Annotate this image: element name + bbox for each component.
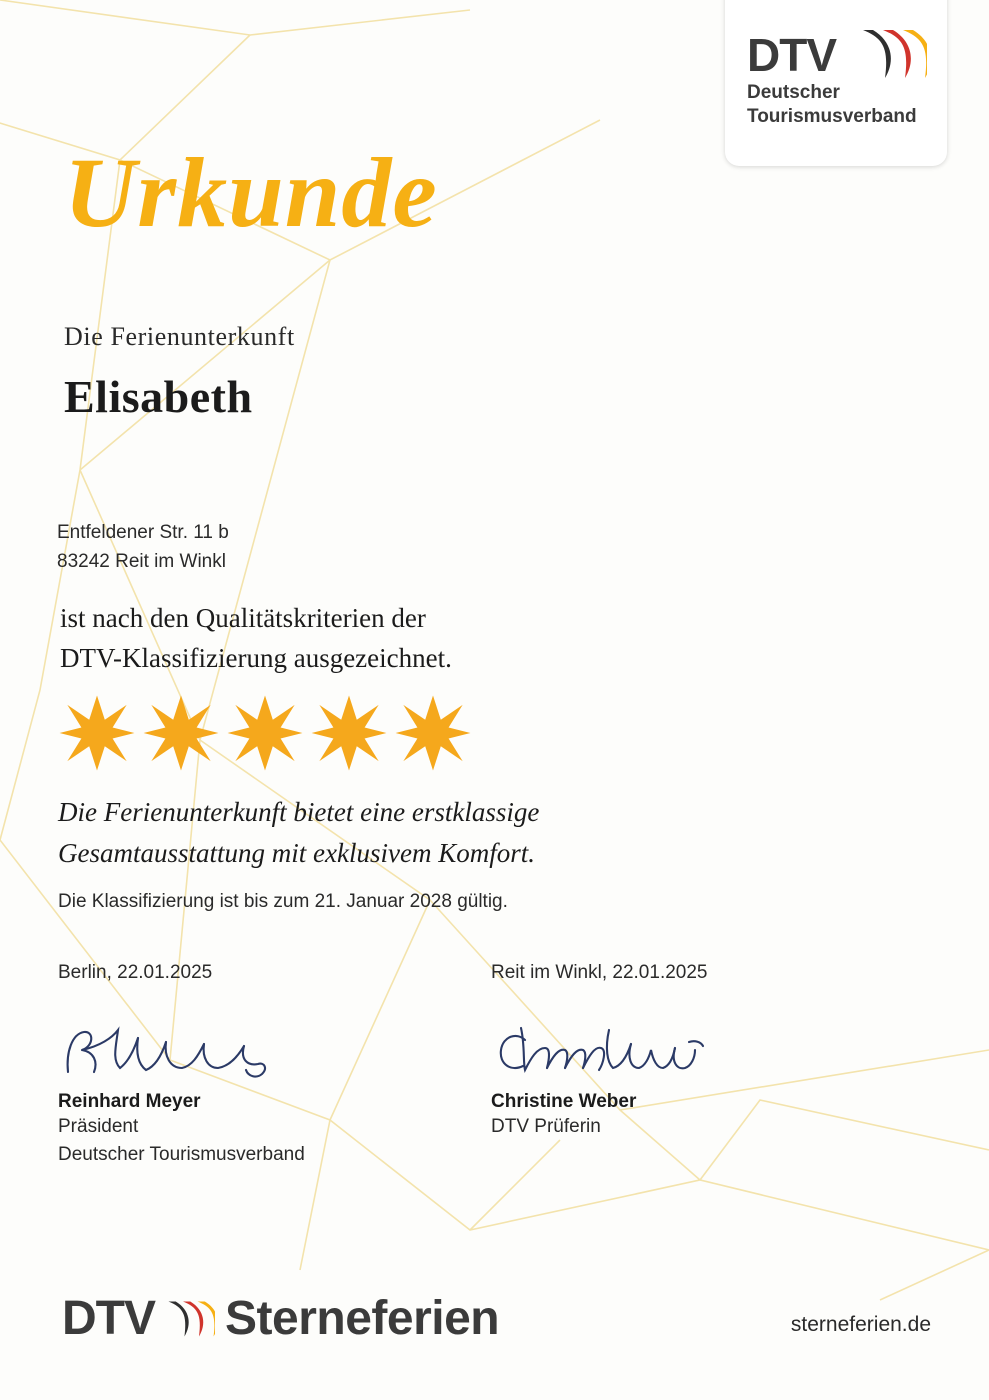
chevron-logo-icon [167,1297,215,1341]
signatory-role-line-one: Präsident [58,1116,139,1137]
property-name: Elisabeth [64,371,253,422]
certification-statement [60,598,452,678]
star-icon [310,694,388,772]
description-line-two: Gesamtausstattung mit exklusivem Komfort. [58,838,535,868]
signatory-name: Christine Weber [491,1091,637,1112]
handwritten-signature-icon [491,1022,706,1084]
star-rating [58,694,472,772]
kicker-text: Die Ferienunterkunft [64,322,295,351]
star-icon [58,694,136,772]
address-street: Entfeldener Str. 11 b [57,522,229,543]
footer-url: sterneferien.de [790,1313,931,1336]
star-icon [142,694,220,772]
badge-dtv-abbr: DTV [747,29,836,81]
validity-text: Die Klassifizierung ist bis zum 21. Januar 2028 gültig. [58,891,508,912]
page-title: Urkunde [64,137,438,248]
star-icon [394,694,472,772]
signature-place-date: Reit im Winkl, 22.01.2025 [491,962,708,983]
signatory-name: Reinhard Meyer [58,1091,201,1112]
statement-line-two: DTV-Klassifizierung ausgezeichnet. [60,643,452,673]
address-block [57,518,229,576]
dtv-badge [725,0,947,166]
badge-line-one: Deutscher [747,82,840,103]
footer-logo [62,1291,499,1346]
signatory-role-line-one: DTV Prüferin [491,1116,601,1137]
signatory-role-line-two: Deutscher Tourismusverband [58,1144,305,1165]
signature-block-left [58,962,305,1169]
description-line-one: Die Ferienunterkunft bietet eine erstklassige [58,797,540,827]
badge-line-two: Tourismusverband [747,106,917,127]
handwritten-signature-icon [58,1022,273,1084]
star-icon [226,694,304,772]
chevron-logo-icon [861,28,927,80]
footer-brand-name: Sterneferien [225,1292,500,1345]
footer-dtv-abbr: DTV [62,1292,155,1345]
rating-description [58,792,539,874]
signature-place-date: Berlin, 22.01.2025 [58,962,213,983]
statement-line-one: ist nach den Qualitätskriterien der [60,603,426,633]
signature-block-right [491,962,708,1141]
address-city: 83242 Reit im Winkl [57,551,226,572]
